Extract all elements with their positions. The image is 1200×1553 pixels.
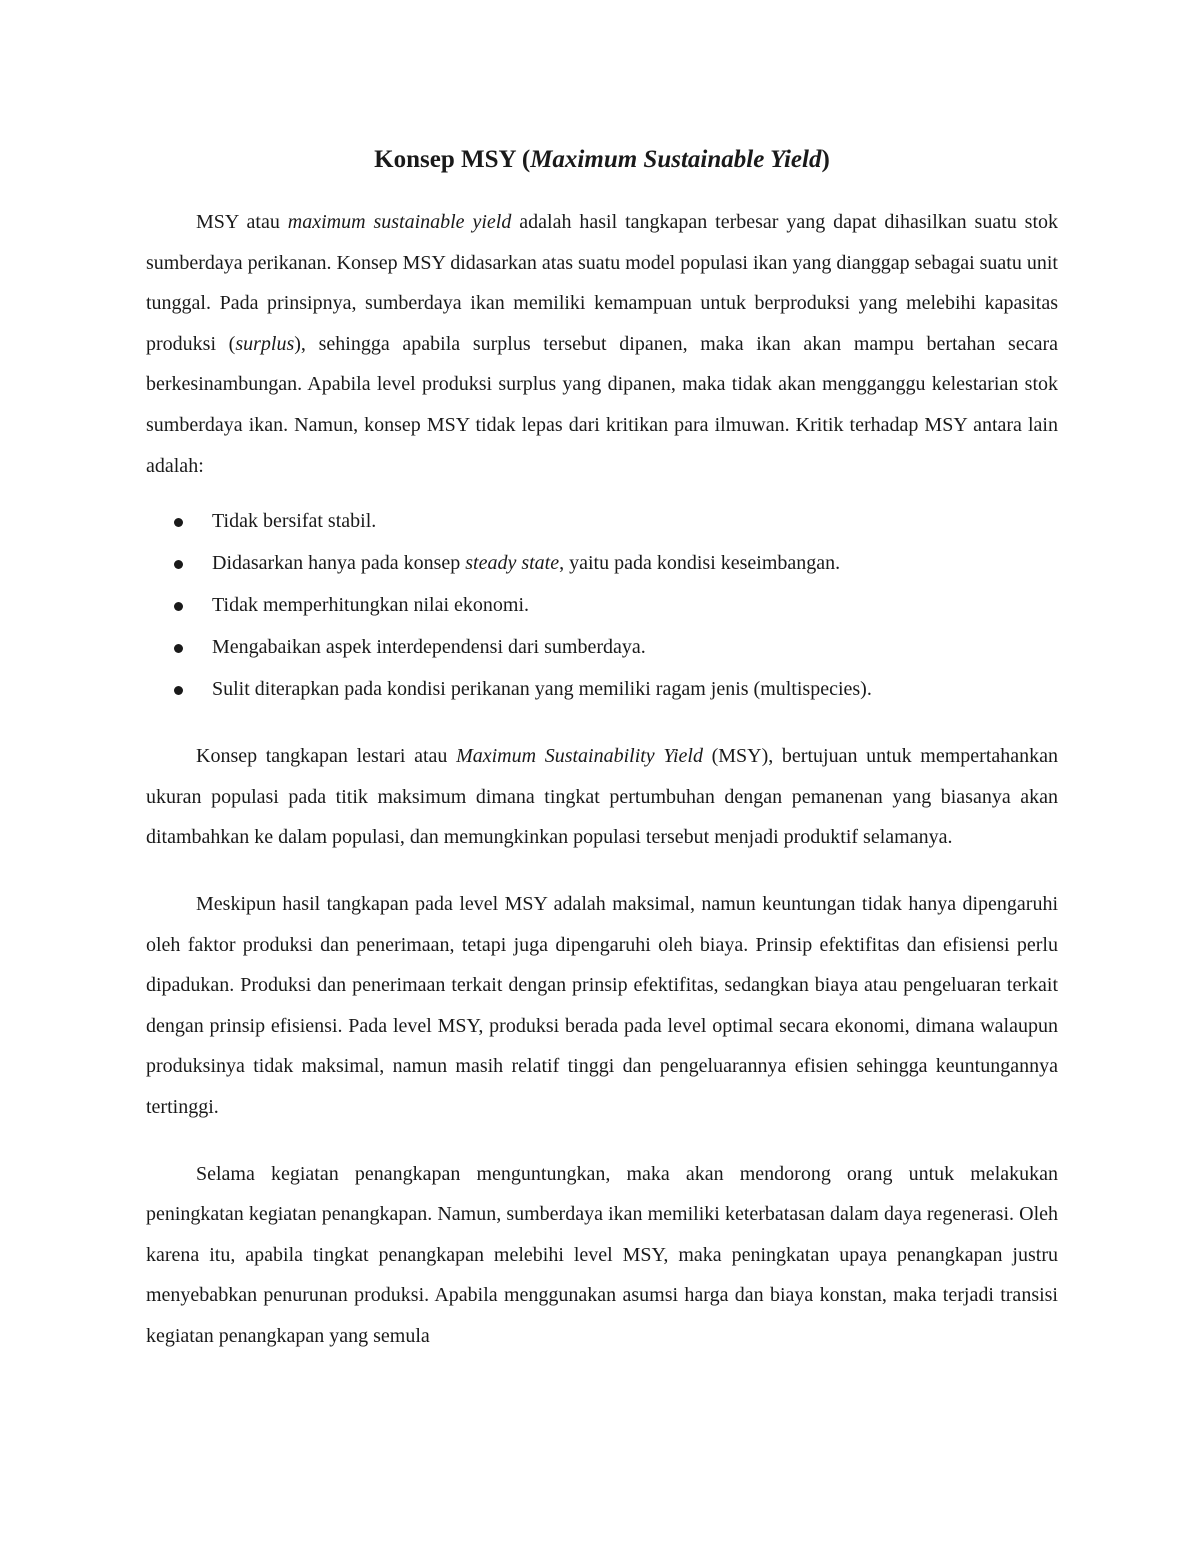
p2-text-1: Konsep tangkapan lestari atau <box>196 745 457 768</box>
bullet-icon <box>174 644 183 653</box>
bullet-icon <box>174 518 183 527</box>
paragraph-sustainable-catch <box>146 736 1058 858</box>
bullet-icon <box>174 560 183 569</box>
bullet-icon <box>174 602 183 611</box>
list-item-text: Tidak bersifat stabil. <box>212 510 377 533</box>
p2-italic-1: Maximum Sustainability Yield <box>456 745 703 768</box>
paragraph-profit: Meskipun hasil tangkapan pada level MSY adalah maksimal, namun keuntungan tidak hanya dipengaruhi oleh faktor produksi dan penerimaan, tetapi juga dipengaruhi oleh biaya. Prinsip efektifitas dan efisiensi perlu dipadukan. Produksi dan penerimaan terkait dengan prinsip efektifitas, sedangkan biaya atau pengeluaran terkait dengan prinsip efisiensi. Pada level MSY, produksi berada pada level optimal secara ekonomi, dimana walaupun produksinya tidak maksimal, namun masih relatif tinggi dan pengeluarannya efisien sehingga keuntungannya tertinggi. <box>146 892 1058 1118</box>
p1-text-2: adalah hasil tangkapan terbesar yang dapat dihasilkan suatu stok sumberdaya perikanan. Konsep MSY didasarkan atas suatu model populasi ikan yang dianggap sebagai suatu unit tunggal. Pada prinsipnya, sumberdaya ikan memiliki kemampuan untuk berproduksi yang melebihi kapasitas produksi ( <box>146 211 1059 355</box>
p1-text-1: MSY atau <box>196 211 288 233</box>
title-suffix: ) <box>821 146 830 173</box>
list-item <box>146 500 1058 542</box>
list-item-italic: steady state <box>465 552 560 575</box>
paragraph-msy-definition <box>146 202 1058 486</box>
p1-italic-1: maximum sustainable yield <box>287 211 512 233</box>
p1-italic-2: surplus <box>235 332 295 355</box>
title-italic: Maximum Sustainable Yield <box>530 146 822 173</box>
list-item-text: Tidak memperhitungkan nilai ekonomi. <box>212 594 530 617</box>
list-item-text: Mengabaikan aspek interdependensi dari sumberdaya. <box>212 636 646 659</box>
list-item <box>146 668 1058 710</box>
list-item <box>146 626 1058 668</box>
bullet-icon <box>174 686 183 695</box>
document-body <box>146 140 1058 1356</box>
p2-text-2: (MSY), bertujuan untuk mempertahankan ukuran populasi pada titik maksimum dimana tingkat pertumbuhan dengan pemanenan yang biasanya akan ditambahkan ke dalam populasi, dan memungkinkan populasi tersebut menjadi produktif selamanya. <box>146 745 1059 849</box>
paragraph-regeneration: Selama kegiatan penangkapan menguntungkan, maka akan mendorong orang untuk melakukan peningkatan kegiatan penangkapan. Namun, sumberdaya ikan memiliki keterbatasan dalam daya regenerasi. Oleh karena itu, apabila tingkat penangkapan melebihi level MSY, maka peningkatan upaya penangkapan justru menyebabkan penurunan produksi. Apabila menggunakan asumsi harga dan biaya konstan, maka terjadi transisi kegiatan penangkapan yang semula <box>146 1162 1058 1347</box>
list-item <box>146 542 1058 584</box>
list-item-text: , yaitu pada kondisi keseimbangan. <box>559 552 841 575</box>
title-prefix: Konsep MSY ( <box>374 146 531 173</box>
critique-list <box>146 500 1058 710</box>
list-item <box>146 584 1058 626</box>
list-item-text: Didasarkan hanya pada konsep <box>212 552 466 575</box>
page-title <box>146 140 1058 180</box>
list-item-text: Sulit diterapkan pada kondisi perikanan yang memiliki ragam jenis (multispecies). <box>212 678 872 701</box>
p1-text-3: ), sehingga apabila surplus tersebut dipanen, maka ikan akan mampu bertahan secara berkesinambungan. Apabila level produksi surplus yang dipanen, maka tidak akan mengganggu kelestarian stok sumberdaya ikan. Namun, konsep MSY tidak lepas dari kritikan para ilmuwan. Kritik terhadap MSY antara lain adalah: <box>146 332 1058 477</box>
